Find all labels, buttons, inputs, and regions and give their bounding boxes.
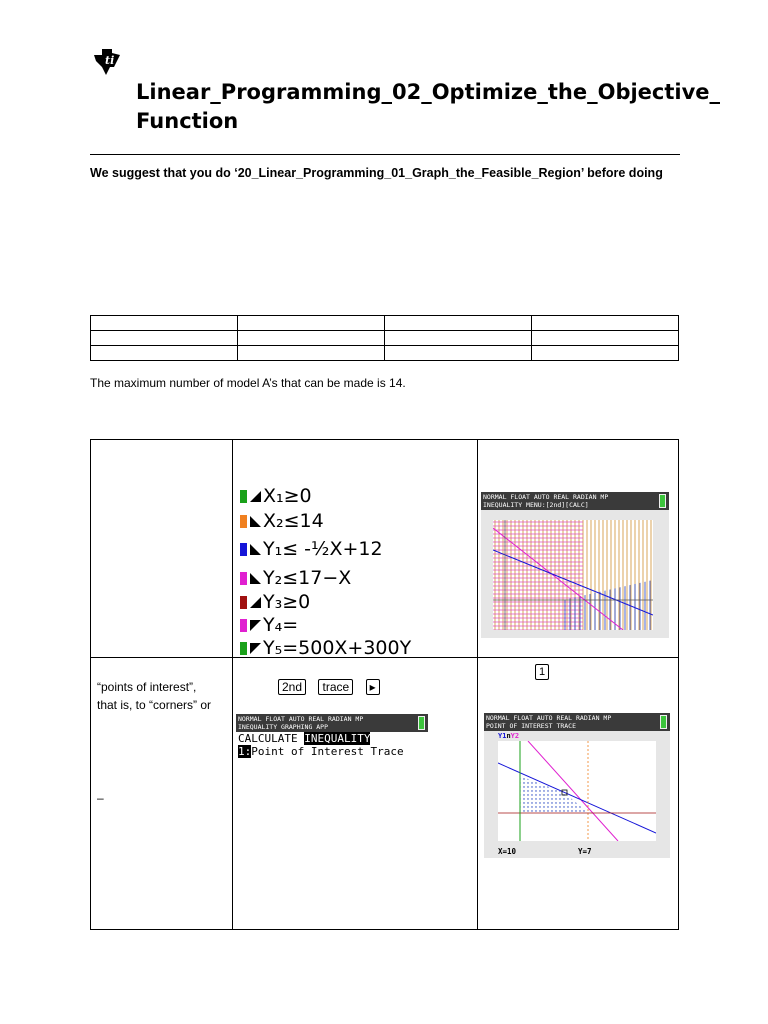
menu-number: 1:	[238, 745, 252, 758]
status-text: NORMAL FLOAT AUTO REAL RADIAN MP	[486, 714, 612, 722]
calc-status-bar	[481, 492, 669, 510]
label-n: n	[506, 732, 511, 740]
dash-text: –	[97, 791, 104, 805]
calc-status-bar	[484, 713, 670, 731]
equation-y5	[240, 636, 411, 661]
shade-below-icon	[250, 573, 261, 584]
line-style-icon	[250, 643, 261, 654]
graph-screen-feasible-region	[481, 492, 669, 638]
svg-text:ti: ti	[105, 54, 115, 67]
table-row	[91, 316, 679, 331]
equation-text: Y₅=500X+300Y	[263, 637, 412, 659]
ti-logo-icon	[90, 45, 124, 79]
equation-y4	[240, 613, 298, 638]
calc-status-bar	[236, 714, 428, 732]
color-swatch	[240, 619, 247, 632]
status-text: POINT OF INTEREST TRACE	[486, 722, 577, 730]
equation-text: Y₄=	[263, 614, 299, 636]
color-swatch	[240, 490, 247, 503]
equation-text: X₂≤14	[263, 510, 324, 532]
menu-label: CALCULATE	[238, 732, 305, 745]
calc-menu-screen	[236, 714, 428, 764]
key-1: 1	[535, 664, 549, 680]
key-2nd: 2nd	[278, 679, 306, 695]
graph-function-label	[498, 732, 519, 740]
column-divider	[232, 440, 233, 929]
page-title-line1: Linear_Programming_02_Optimize_the_Objective_	[136, 80, 721, 104]
key-sequence-right	[535, 662, 557, 680]
status-text: INEQUALITY MENU:[2nd][CALC]	[483, 501, 589, 509]
status-text: INEQUALITY GRAPHING APP	[238, 723, 329, 731]
graph-plot	[498, 741, 656, 841]
equation-x1	[240, 484, 312, 509]
equation-y3	[240, 590, 310, 615]
graph-plot	[493, 520, 653, 630]
divider	[90, 154, 680, 155]
points-of-interest-text: “points of interest”,	[97, 680, 197, 694]
shade-above-icon	[250, 491, 261, 502]
equation-y2	[240, 566, 351, 591]
battery-icon	[659, 494, 666, 508]
instruction-table	[90, 439, 679, 930]
line-style-icon	[250, 620, 261, 631]
color-swatch	[240, 572, 247, 585]
table-row	[91, 346, 679, 361]
status-text: NORMAL FLOAT AUTO REAL RADIAN MP	[483, 493, 609, 501]
max-models-text: The maximum number of model A’s that can be made is 14.	[90, 376, 406, 390]
equation-text: X₁≥0	[263, 485, 312, 507]
color-swatch	[240, 642, 247, 655]
corners-text: that is, to “corners” or	[97, 698, 212, 712]
empty-data-table	[90, 315, 679, 361]
key-right-arrow-icon: ▸	[366, 679, 380, 695]
page-title-line2: Function	[136, 109, 239, 133]
table-row	[91, 331, 679, 346]
status-text: NORMAL FLOAT AUTO REAL RADIAN MP	[238, 715, 364, 723]
label-y2: Y2	[510, 732, 520, 740]
battery-icon	[660, 715, 667, 729]
equation-x2	[240, 509, 324, 534]
menu-highlight: INEQUALITY	[304, 732, 371, 745]
equation-y1	[240, 537, 383, 562]
suggestion-text: We suggest that you do ‘20_Linear_Programming_01_Graph_the_Feasible_Region’ before doing	[90, 166, 663, 180]
graph-screen-point-of-interest	[484, 713, 670, 858]
battery-icon	[418, 716, 425, 730]
shade-below-icon	[250, 544, 261, 555]
equation-text: Y₃≥0	[263, 591, 311, 613]
color-swatch	[240, 515, 247, 528]
color-swatch	[240, 596, 247, 609]
calc-menu-line1	[236, 732, 428, 745]
column-divider	[477, 440, 478, 929]
label-y1: Y1	[498, 732, 507, 740]
menu-item-text: Point of Interest Trace	[251, 745, 404, 758]
equation-text: Y₁≤ -½X+12	[263, 538, 383, 560]
key-sequence	[278, 678, 388, 696]
calc-menu-line2	[236, 745, 428, 758]
shade-above-icon	[250, 597, 261, 608]
equation-text: Y₂≤17−X	[263, 567, 352, 589]
y-readout: Y=7	[578, 847, 592, 856]
shade-below-icon	[250, 516, 261, 527]
x-readout: X=10	[498, 847, 517, 856]
color-swatch	[240, 543, 247, 556]
key-trace: trace	[318, 679, 353, 695]
